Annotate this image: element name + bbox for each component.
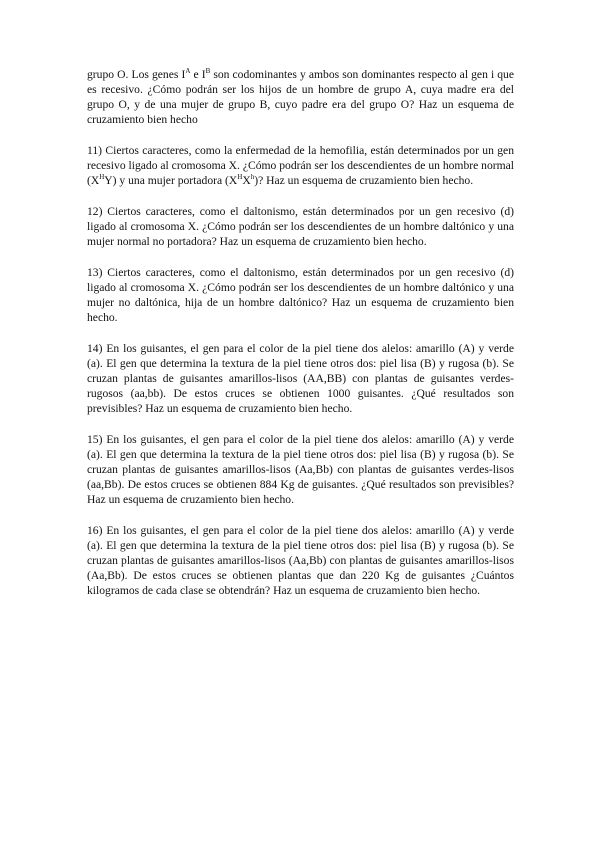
paragraph-p14: [87, 341, 514, 416]
paragraph-text: 13) Ciertos caracteres, como el daltonismo, están determinados por un gen recesivo (d) ligado al cromosoma X. ¿Cómo podrán ser los descendientes de un hombre daltónico y una mujer no daltónica, hija de un hombre daltónico? Haz un esquema de cruzamiento bien hecho.: [87, 266, 514, 324]
paragraph-p16: [87, 523, 514, 598]
paragraph-text: 16) En los guisantes, el gen para el color de la piel tiene dos alelos: amarillo (A) y verde (a). El gen que determina la textura de la piel tiene otros dos: piel lisa (B) y rugosa (b). Se cruzan plantas de guisantes amarillos-lisos (Aa,Bb) con plantas de guisantes amarillos-lisos (Aa,Bb). De estos cruces se obtienen plantas que dan 220 Kg de guisantes ¿Cuántos kilogramos de cada clase se obtendrán? Haz un esquema de cruzamiento bien hecho.: [87, 524, 514, 597]
paragraph-p13: [87, 265, 514, 325]
superscript-allele: B: [205, 67, 211, 76]
paragraph-text: 11) Ciertos caracteres, como la enfermedad de la hemofilia, están determinados por un gen recesivo ligado al cromosoma X. ¿Cómo podrán ser los descendientes de un hombre normal (X: [87, 144, 514, 187]
paragraph-text: 12) Ciertos caracteres, como el daltonismo, están determinados por un gen recesivo (d) ligado al cromosoma X. ¿Cómo podrán ser los descendientes de un hombre daltónico y una mujer normal no portadora? Haz un esquema de cruzamiento bien hecho.: [87, 205, 514, 248]
paragraph-p12: [87, 204, 514, 249]
paragraph-text: )? Haz un esquema de cruzamiento bien hecho.: [254, 174, 474, 187]
superscript-allele: H: [99, 173, 105, 182]
paragraph-text: grupo O. Los genes I: [87, 68, 186, 81]
paragraph-text: son codominantes y ambos son dominantes respecto al gen i que es recesivo. ¿Cómo podrán ser los hijos de un hombre de grupo A, cuya madre era del grupo O, y de una mujer de grupo B, cuyo padre era del grupo O? Haz un esquema de cruzamiento bien hecho: [87, 68, 514, 126]
paragraph-text: e I: [190, 68, 206, 81]
paragraph-p11: [87, 143, 514, 188]
superscript-allele: A: [185, 67, 191, 76]
paragraph-p10-cont: [87, 67, 514, 127]
paragraph-text: Y) y una mujer portadora (X: [104, 174, 238, 187]
superscript-allele: H: [237, 173, 243, 182]
paragraph-text: X: [242, 174, 251, 187]
superscript-allele: h: [250, 173, 255, 182]
paragraph-list: [87, 67, 514, 598]
paragraph-p15: [87, 432, 514, 507]
paragraph-text: 15) En los guisantes, el gen para el color de la piel tiene dos alelos: amarillo (A) y verde (a). El gen que determina la textura de la piel tiene otros dos: piel lisa (B) y rugosa (b). Se cruzan plantas de guisantes amarillos-lisos (Aa,Bb) con plantas de guisantes verdes-lisos (aa,Bb). De estos cruces se obtienen 884 Kg de guisantes. ¿Qué resultados son previsibles? Haz un esquema de cruzamiento bien hecho.: [87, 433, 514, 506]
paragraph-text: 14) En los guisantes, el gen para el color de la piel tiene dos alelos: amarillo (A) y verde (a). El gen que determina la textura de la piel tiene otros dos: piel lisa (B) y rugosa (b). Se cruzan plantas de guisantes amarillos-lisos (AA,BB) con plantas de guisantes verdes-rugosos (aa,bb). De estos cruces se obtienen 1000 guisantes. ¿Qué resultados son previsibles? Haz un esquema de cruzamiento bien hecho.: [87, 342, 514, 415]
